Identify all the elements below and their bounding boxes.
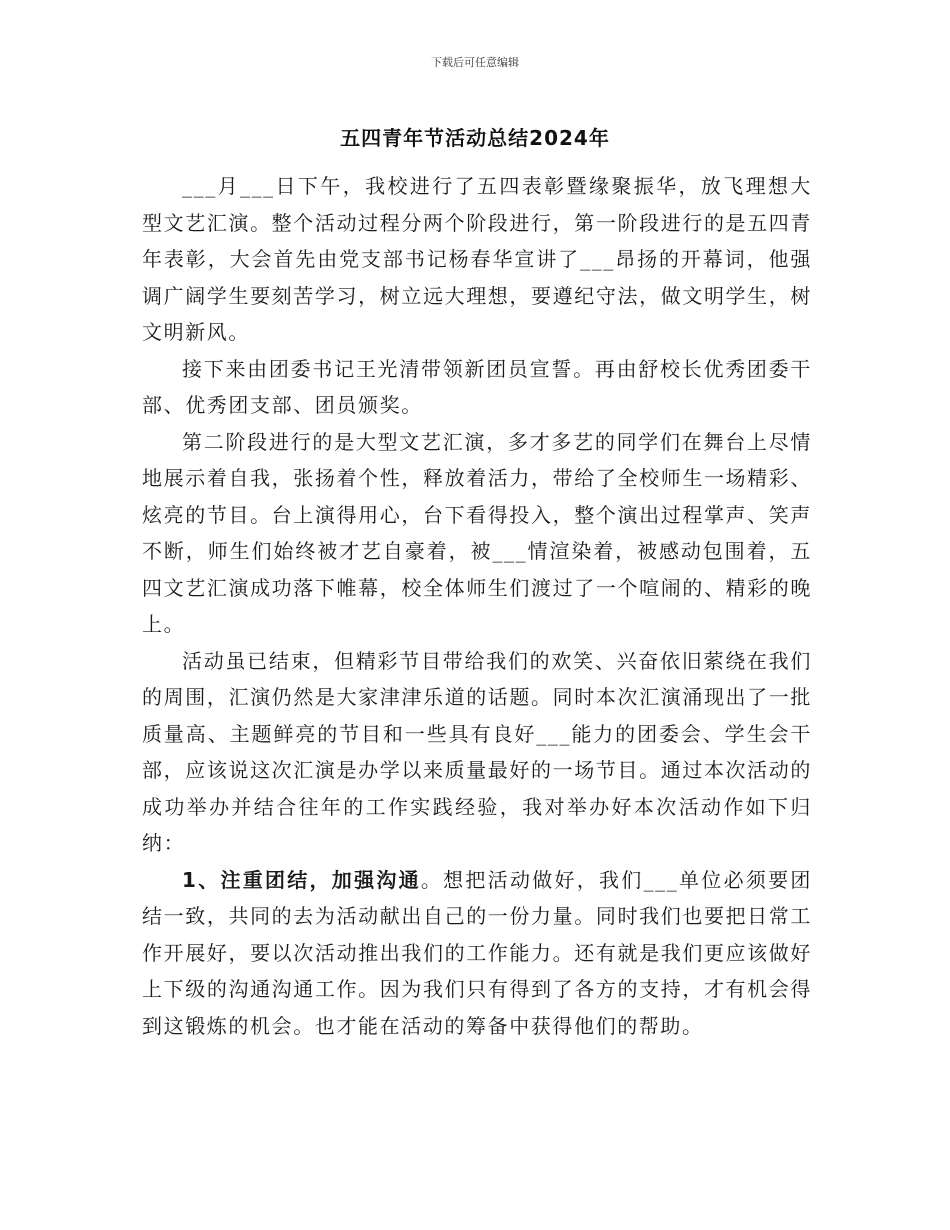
section-1-heading: 1、注重团结，加强沟通 (182, 867, 421, 892)
document-body (142, 168, 812, 1044)
section-1 (142, 862, 812, 1045)
paragraph-summary: 活动虽已结束，但精彩节目带给我们的欢笑、兴奋依旧萦绕在我们的周围，汇演仍然是大家津津乐道的话题。同时本次汇演涌现出了一批质量高、主题鲜亮的节目和一些具有良好___能力的团委会、学生会干部，应该说这次汇演是办学以来质量最好的一场节目。通过本次活动的成功举办并结合往年的工作实践经验，我对举办好本次活动作如下归纳： (142, 648, 812, 855)
header-note: 下载后可任意编辑 (431, 56, 519, 69)
paragraph-oath: 接下来由团委书记王光清带领新团员宣誓。再由舒校长优秀团委干部、优秀团支部、团员颁奖。 (142, 356, 812, 417)
document-title: 五四青年节活动总结2024年 (340, 126, 610, 150)
paragraph-intro: ___月___日下午，我校进行了五四表彰暨缘聚振华，放飞理想大型文艺汇演。整个活动过程分两个阶段进行，第一阶段进行的是五四青年表彰，大会首先由党支部书记杨春华宣讲了___昂扬的开幕词，他强调广阔学生要刻苦学习，树立远大理想，要遵纪守法，做文明学生，树文明新风。 (142, 174, 812, 344)
paragraph-performance: 第二阶段进行的是大型文艺汇演，多才多艺的同学们在舞台上尽情地展示着自我，张扬着个性，释放着活力，带给了全校师生一场精彩、炫亮的节目。台上演得用心，台下看得投入，整个演出过程掌声、笑声不断，师生们始终被才艺自豪着，被___情渲染着，被感动包围着，五四文艺汇演成功落下帷幕，校全体师生们渡过了一个喧闹的、精彩的晚上。 (142, 429, 812, 636)
section-1-text: 。想把活动做好，我们___单位必须要团结一致，共同的去为活动献出自己的一份力量。同时我们也要把日常工作开展好，要以次活动推出我们的工作能力。还有就是我们更应该做好上下级的沟通沟通工作。因为我们只有得到了各方的支持，才有机会得到这锻炼的机会。也才能在活动的筹备中获得他们的帮助。 (142, 867, 812, 1038)
